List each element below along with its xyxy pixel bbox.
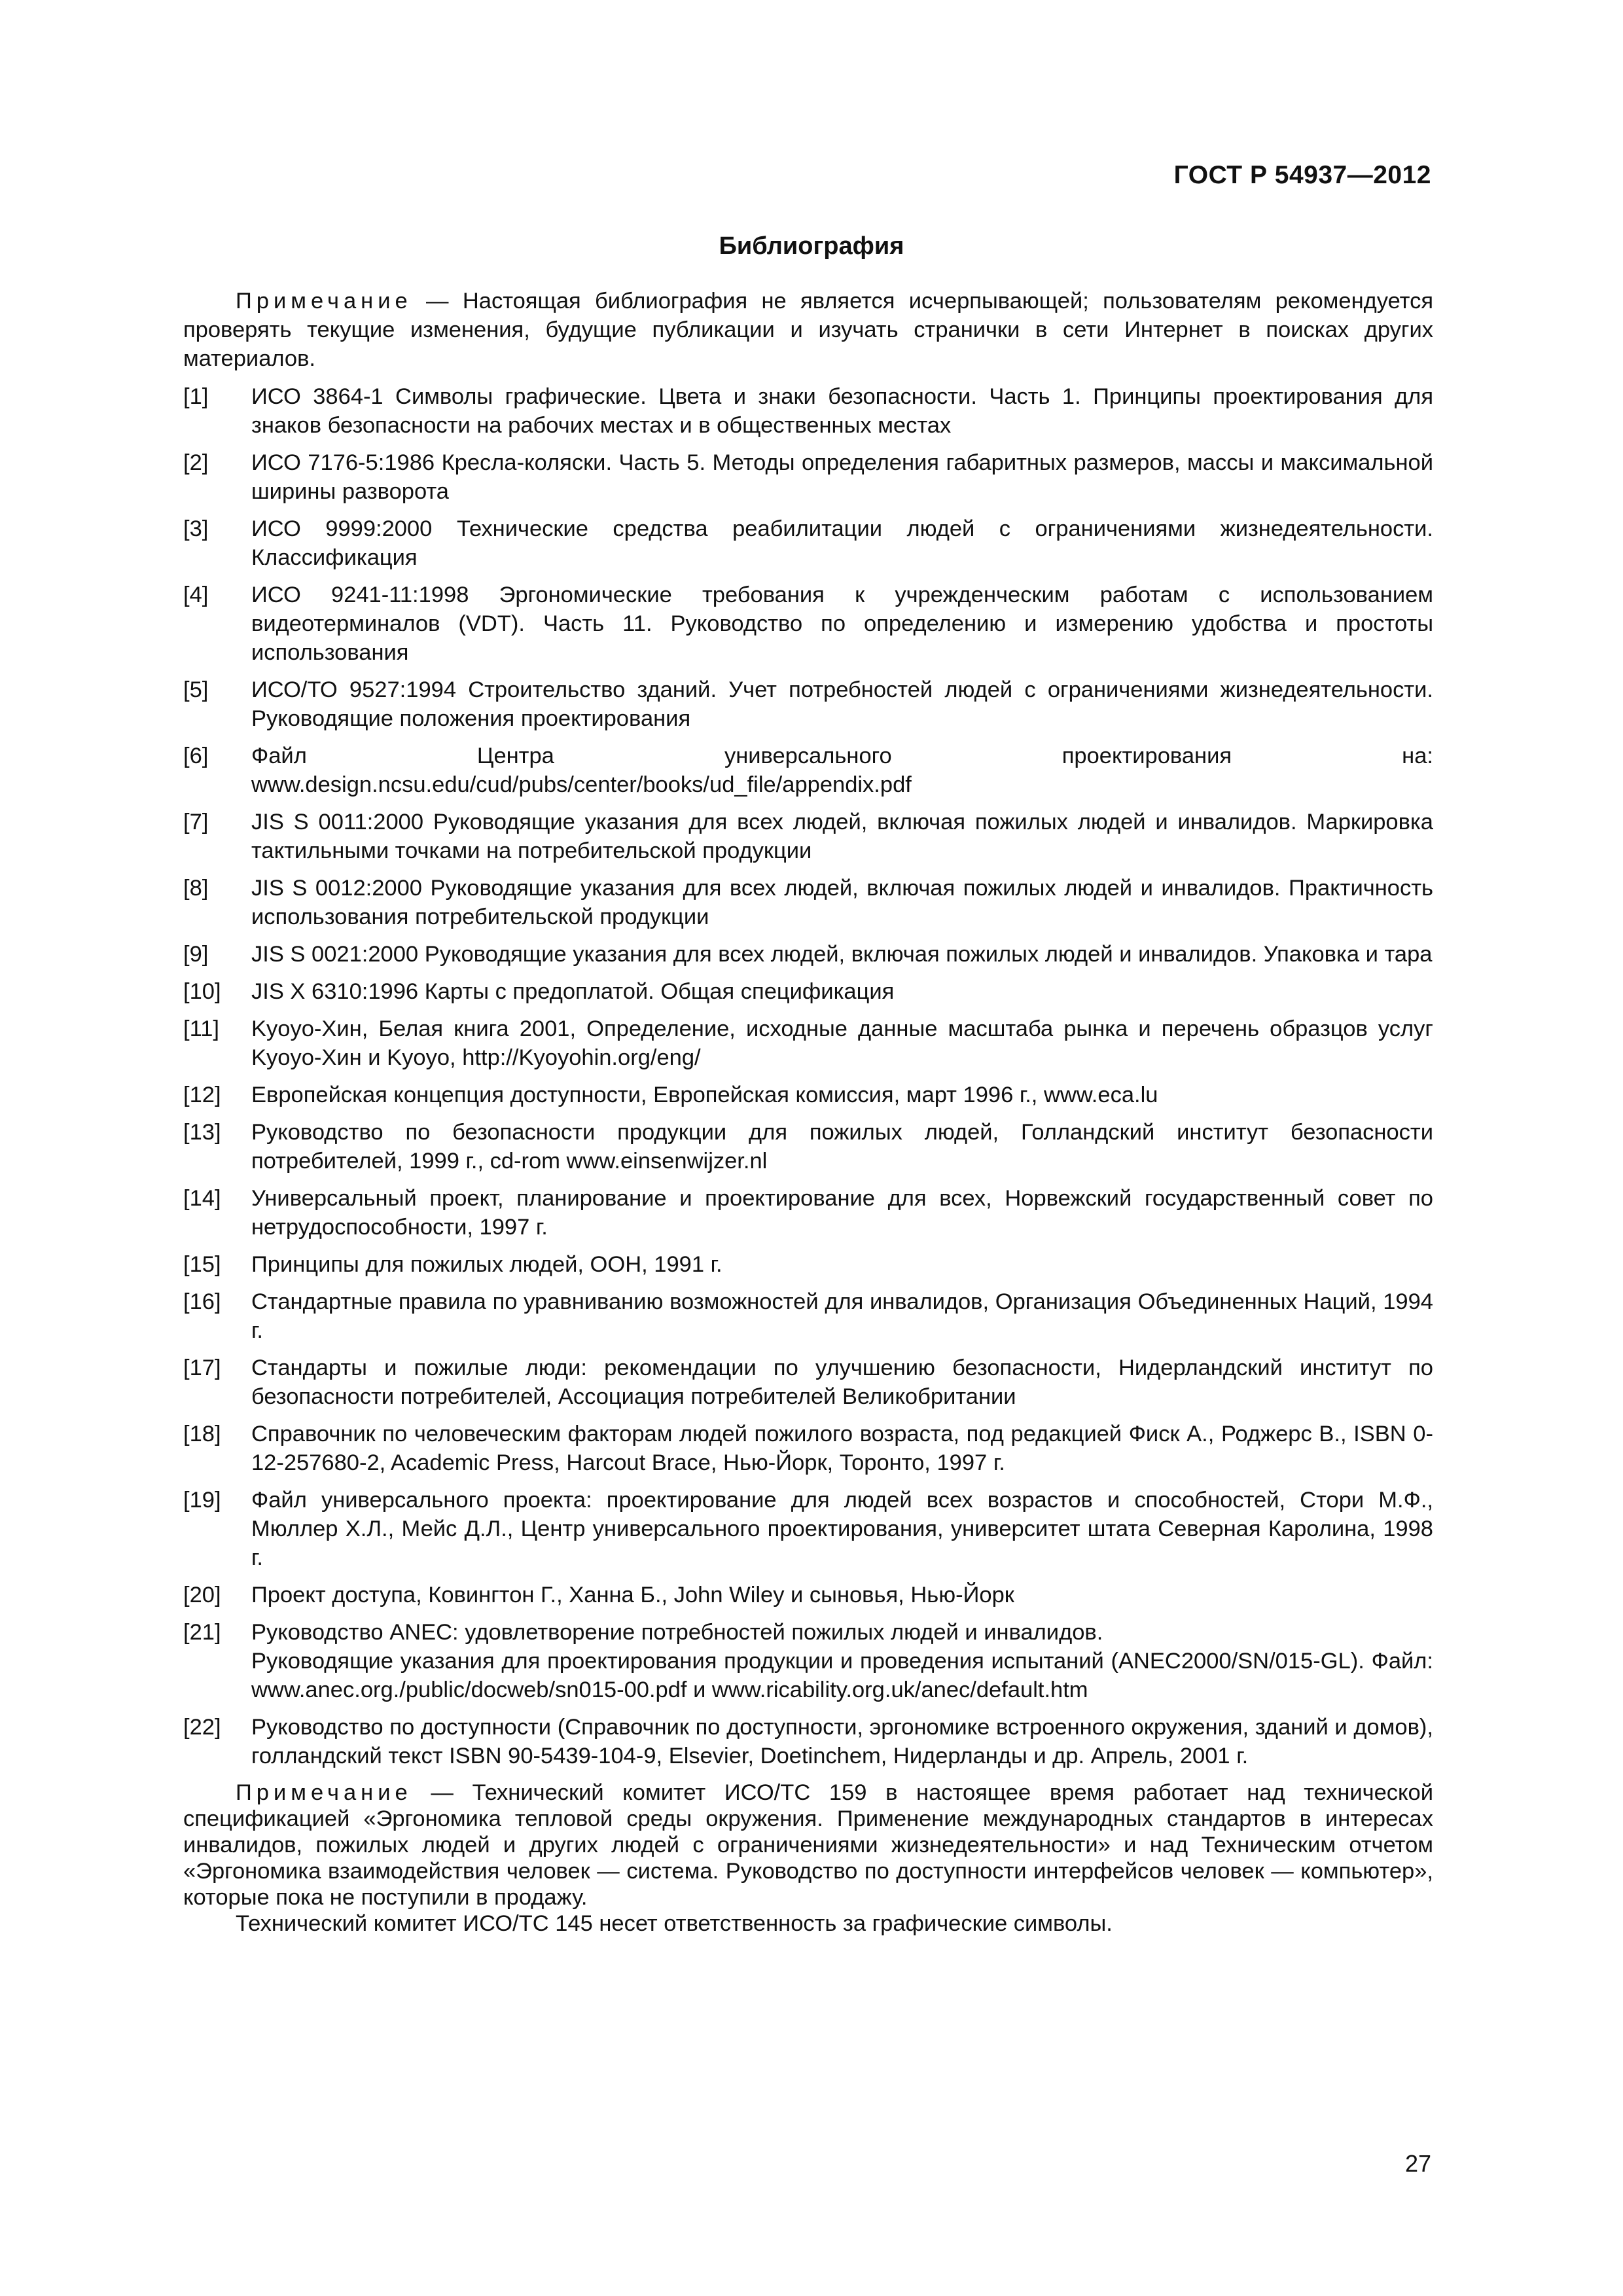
bibliography-item bbox=[183, 1354, 1433, 1411]
bibliography-item-line: Европейская концепция доступности, Европейская комиссия, март 1996 г., www.eca.lu bbox=[251, 1083, 1158, 1107]
bibliography-item-number: [17] bbox=[183, 1355, 221, 1380]
note-dash: — bbox=[412, 289, 463, 314]
bibliography-item-number: [21] bbox=[183, 1620, 221, 1645]
bibliography-item-line: JIS X 6310:1996 Карты с предоплатой. Общая спецификация bbox=[251, 979, 895, 1004]
document-body bbox=[183, 287, 1433, 1937]
bibliography-item bbox=[183, 1250, 1433, 1279]
note-label: Примечание bbox=[236, 1780, 412, 1805]
bibliography-item-number: [2] bbox=[183, 450, 209, 475]
bibliography-item bbox=[183, 1014, 1433, 1072]
bibliography-item-line: Файл универсального проекта: проектирование для людей всех возрастов и способностей, Стори М.Ф., Мюллер Х.Л., Мейс Д.Л., Центр универсального проектирования, университет штата Северная Каролина, 1998 г. bbox=[251, 1488, 1433, 1570]
bibliography-item-line: Принципы для пожилых людей, ООН, 1991 г. bbox=[251, 1252, 722, 1277]
bibliography-item-line: Универсальный проект, планирование и проектирование для всех, Норвежский государственный совет по нетрудоспособности, 1997 г. bbox=[251, 1186, 1433, 1240]
bibliography-item bbox=[183, 977, 1433, 1006]
bibliography-item-line: Руководство ANEC: удовлетворение потребностей пожилых людей и инвалидов. bbox=[251, 1620, 1103, 1645]
bibliography-item-line: ИСО 9241-11:1998 Эргономические требования к учрежденческим работам с использованием видеотерминалов (VDT). Часть 11. Руководство по определению и измерению удобства и простоты использования bbox=[251, 583, 1433, 665]
bibliography-item-line: JIS S 0011:2000 Руководящие указания для всех людей, включая пожилых людей и инвалидов. Маркировка тактильными точками на потребительской продукции bbox=[251, 810, 1433, 863]
bibliography-item-line: ИСО/ТО 9527:1994 Строительство зданий. Учет потребностей людей с ограничениями жизнедеятельности. Руководящие положения проектирования bbox=[251, 677, 1433, 731]
final-note-paragraph bbox=[183, 1780, 1433, 1910]
bibliography-list bbox=[183, 382, 1433, 1770]
bibliography-item-text bbox=[251, 675, 1433, 733]
bibliography-item-text bbox=[251, 1014, 1433, 1072]
page-title: Библиография bbox=[719, 232, 904, 260]
bibliography-item-text bbox=[251, 1581, 1433, 1609]
bibliography-item-number: [7] bbox=[183, 810, 209, 834]
final-note-paragraph-2: Технический комитет ИСО/ТС 145 несет ответственность за графические символы. bbox=[236, 1911, 1113, 1936]
bibliography-item-line: Руководство по доступности (Справочник по доступности, эргономике встроенного окружения, зданий и домов), голландский текст ISBN 90-5439-104-9, Elsevier, Doetinchem, Нидерланды и др. Апрель, 2001 г. bbox=[251, 1715, 1433, 1768]
bibliography-item-number: [19] bbox=[183, 1488, 221, 1513]
bibliography-item bbox=[183, 448, 1433, 506]
intro-note bbox=[183, 287, 1433, 373]
final-note bbox=[183, 1780, 1433, 1937]
bibliography-item-text bbox=[251, 581, 1433, 667]
bibliography-item-line: Файл Центра универсального проектирования на: www.design.ncsu.edu/cud/pubs/center/books/ud_file/appendix.pdf bbox=[251, 744, 1433, 797]
note-text: Настоящая библиография не является исчерпывающей; пользователям рекомендуется проверять текущие изменения, будущие публикации и изучать странички в сети Интернет в поисках других материалов. bbox=[183, 289, 1434, 371]
bibliography-item-number: [1] bbox=[183, 384, 209, 409]
bibliography-item-number: [8] bbox=[183, 876, 209, 901]
bibliography-item-text bbox=[251, 874, 1433, 931]
bibliography-item bbox=[183, 874, 1433, 931]
bibliography-item bbox=[183, 675, 1433, 733]
bibliography-item-text bbox=[251, 1081, 1433, 1109]
bibliography-item-text bbox=[251, 742, 1433, 799]
bibliography-item bbox=[183, 1184, 1433, 1242]
bibliography-item-line: Справочник по человеческим факторам людей пожилого возраста, под редакцией Фиск А., Роджерс В., ISBN 0-12-257680-2, Academic Press, Harcout Brace, Нью-Йорк, Торонто, 1997 г. bbox=[251, 1422, 1433, 1475]
bibliography-item-line: Проект доступа, Ковингтон Г., Ханна Б., John Wiley и сыновья, Нью-Йорк bbox=[251, 1583, 1014, 1607]
bibliography-item-text bbox=[251, 977, 1433, 1006]
bibliography-item bbox=[183, 514, 1433, 572]
bibliography-item bbox=[183, 808, 1433, 865]
bibliography-item-line: Стандартные правила по уравниванию возможностей для инвалидов, Организация Объединенных Наций, 1994 г. bbox=[251, 1289, 1433, 1343]
note-dash: — bbox=[412, 1780, 473, 1805]
bibliography-item-text bbox=[251, 1250, 1433, 1279]
bibliography-item-text bbox=[251, 1354, 1433, 1411]
bibliography-item bbox=[183, 940, 1433, 969]
bibliography-item-line: Kyoyo-Хин, Белая книга 2001, Определение, исходные данные масштаба рынка и перечень образцов услуг Kyoyo-Хин и Kyoyo, http://Kyoyohin.org/eng/ bbox=[251, 1016, 1433, 1070]
bibliography-item-text bbox=[251, 1184, 1433, 1242]
bibliography-item-line: JIS S 0021:2000 Руководящие указания для всех людей, включая пожилых людей и инвалидов. Упаковка и тара bbox=[251, 942, 1433, 967]
bibliography-item-number: [5] bbox=[183, 677, 209, 702]
note-text: Технический комитет ИСО/ТС 159 в настоящее время работает над технической спецификацией «Эргономика тепловой среды окружения. Применение международных стандартов в интересах инвалидов, пожилых людей и других людей с ограничениями жизнедеятельности» и над Техническим отчетом «Эргономика взаимодействия человек — система. Руководство по доступности интерфейсов человек — компьютер», которые пока не поступили в продажу. bbox=[183, 1780, 1433, 1910]
bibliography-item bbox=[183, 1118, 1433, 1175]
bibliography-item-line-2: Руководящие указания для проектирования продукции и проведения испытаний (ANEC2000/SN/015-GL). Файл: www.anec.org./public/docweb/sn015-00.pdf и www.ricability.org.uk/anec/default.htm bbox=[251, 1649, 1433, 1702]
bibliography-item-number: [14] bbox=[183, 1186, 221, 1211]
bibliography-item-line: Стандарты и пожилые люди: рекомендации по улучшению безопасности, Нидерландский институт по безопасности потребителей, Ассоциация потребителей Великобритании bbox=[251, 1355, 1433, 1409]
bibliography-item-number: [6] bbox=[183, 744, 209, 768]
bibliography-item bbox=[183, 1581, 1433, 1609]
bibliography-item-number: [12] bbox=[183, 1083, 221, 1107]
bibliography-item bbox=[183, 382, 1433, 440]
bibliography-item-text bbox=[251, 382, 1433, 440]
bibliography-item-number: [3] bbox=[183, 516, 209, 541]
bibliography-item-line: ИСО 9999:2000 Технические средства реабилитации людей с ограничениями жизнедеятельности. Классификация bbox=[251, 516, 1433, 570]
bibliography-item-text bbox=[251, 1287, 1433, 1345]
bibliography-item-line: ИСО 7176-5:1986 Кресла-коляски. Часть 5. Методы определения габаритных размеров, массы и максимальной ширины разворота bbox=[251, 450, 1433, 504]
bibliography-item-text bbox=[251, 1118, 1433, 1175]
bibliography-item bbox=[183, 1287, 1433, 1345]
bibliography-item bbox=[183, 1081, 1433, 1109]
bibliography-item-text bbox=[251, 1486, 1433, 1572]
bibliography-item-text bbox=[251, 940, 1433, 969]
bibliography-item-text bbox=[251, 1713, 1433, 1770]
bibliography-item-text bbox=[251, 1420, 1433, 1477]
bibliography-item bbox=[183, 1486, 1433, 1572]
bibliography-item bbox=[183, 1713, 1433, 1770]
bibliography-item-text bbox=[251, 514, 1433, 572]
bibliography-item-line: Руководство по безопасности продукции для пожилых людей, Голландский институт безопасности потребителей, 1999 г., cd-rom www.einsenwijzer.nl bbox=[251, 1120, 1433, 1174]
bibliography-item bbox=[183, 581, 1433, 667]
bibliography-item-line: ИСО 3864-1 Символы графические. Цвета и знаки безопасности. Часть 1. Принципы проектирования для знаков безопасности на рабочих местах и в общественных местах bbox=[251, 384, 1433, 438]
bibliography-item-number: [13] bbox=[183, 1120, 221, 1145]
bibliography-item-number: [11] bbox=[183, 1016, 219, 1041]
page-number: 27 bbox=[1404, 2150, 1431, 2177]
bibliography-item-text bbox=[251, 808, 1433, 865]
bibliography-item-number: [22] bbox=[183, 1715, 221, 1740]
bibliography-item-text bbox=[251, 448, 1433, 506]
bibliography-item-number: [15] bbox=[183, 1252, 221, 1277]
bibliography-item-number: [18] bbox=[183, 1422, 221, 1446]
bibliography-item-text bbox=[251, 1618, 1433, 1704]
bibliography-item-line: JIS S 0012:2000 Руководящие указания для всех людей, включая пожилых людей и инвалидов. Практичность использования потребительской продукции bbox=[251, 876, 1433, 929]
bibliography-item-number: [10] bbox=[183, 979, 221, 1004]
bibliography-item-number: [16] bbox=[183, 1289, 221, 1314]
bibliography-item-number: [9] bbox=[183, 942, 209, 967]
document-id-header: ГОСТ Р 54937—2012 bbox=[1173, 161, 1431, 189]
bibliography-item-number: [20] bbox=[183, 1583, 221, 1607]
bibliography-item bbox=[183, 1618, 1433, 1704]
note-label: Примечание bbox=[236, 289, 412, 314]
bibliography-item-number: [4] bbox=[183, 583, 209, 607]
bibliography-item bbox=[183, 1420, 1433, 1477]
bibliography-item bbox=[183, 742, 1433, 799]
